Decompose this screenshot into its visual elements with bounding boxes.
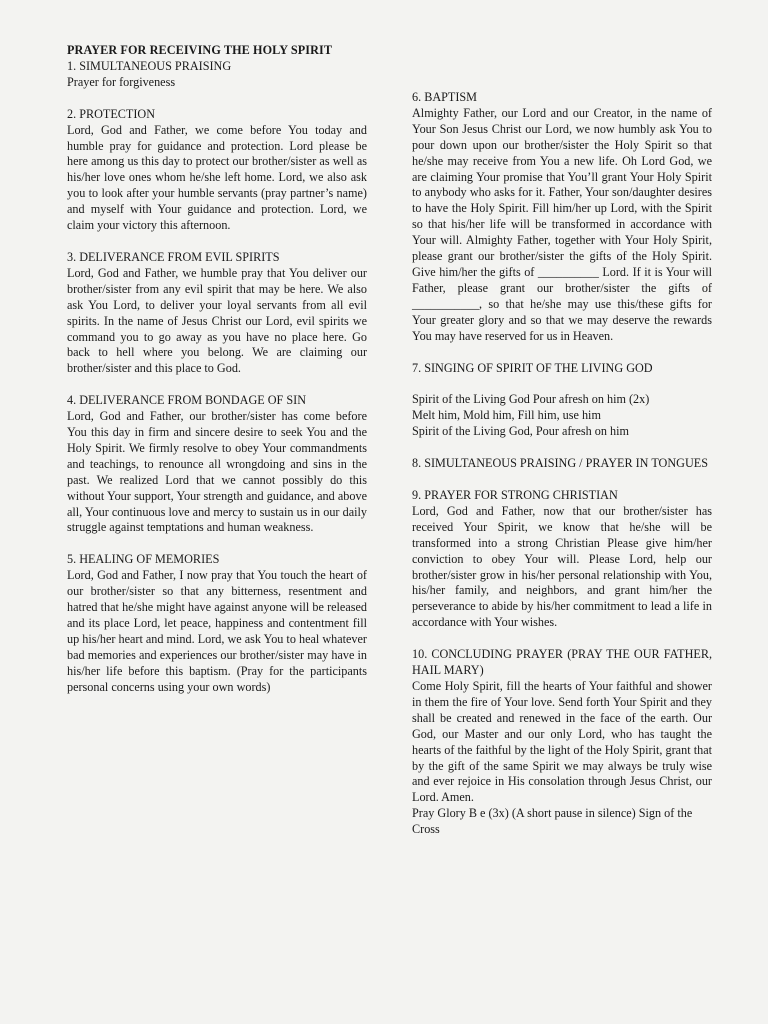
- section-6-body: Almighty Father, our Lord and our Creator, in the name of Your Son Jesus Christ our Lord, we now humbly ask You to pour down upon our brother/sister the Holy Spirit so that he/she may receive from You a new life. Oh Lord God, we are claiming Your promise that You’ll grant Your Holy Spirit to anybody who asks for it. Father, Your son/daughter desires to have the Holy Spirit. Fill him/her up Lord, with the Spirit so that his/her life will be transformed in accordance with Your will. Almighty Father, together with Your Holy Spirit, please grant our brother/sister the gifts of the Holy Spirit. Give him/her the gifts of __________ Lord. If it is Your will Father, please grant our brother/sister the gifts of ___________, so that he/she may use this/these gifts for Your greater glory and so that we may deserve the rewards You may have reserved for us in Heaven.: [412, 105, 712, 343]
- section-3-heading: 3. DELIVERANCE FROM EVIL SPIRITS: [67, 249, 280, 264]
- section-9-heading: 9. PRAYER FOR STRONG CHRISTIAN: [412, 488, 618, 503]
- section-10-closing: Pray Glory B e (3x) (A short pause in silence) Sign of the Cross: [412, 806, 693, 837]
- section-1-heading: 1. SIMULTANEOUS PRAISING: [67, 58, 232, 73]
- song-line-3: Spirit of the Living God, Pour afresh on him: [412, 424, 629, 439]
- section-2-heading: 2. PROTECTION: [67, 106, 156, 121]
- right-column: [412, 0, 712, 838]
- section-10-body: Come Holy Spirit, fill the hearts of Your faithful and shower in them the fire of Your love. Send forth Your Spirit and they shall be created and renewed in the face of the earth. Our God, our Master and our only Lord, who has taught the hearts of the faithful by the light of the Holy Spirit, grant that by the gift of the same Spirit we may always be truly wise and ever rejoice in His consolation through Jesus Christ, our Lord. Amen.: [412, 679, 712, 805]
- section-10-heading: 10. CONCLUDING PRAYER (PRAY THE OUR FATHER, HAIL MARY): [412, 647, 712, 678]
- section-7-heading: 7. SINGING OF SPIRIT OF THE LIVING GOD: [412, 360, 653, 375]
- section-6-heading: 6. BAPTISM: [412, 90, 478, 104]
- document-title: PRAYER FOR RECEIVING THE HOLY SPIRIT: [67, 43, 333, 57]
- section-3-body: Lord, God and Father, we humble pray that You deliver our brother/sister from any evil spirit that may be here. We also ask You Lord, to deliver your loyal servants from all evil spirits. In the name of Jesus Christ our Lord, evil spirits we command you to go away as you have no place here. Go back to hell where you belong. We are claiming our brother/sister and this place to God.: [67, 265, 367, 376]
- left-column: [67, 0, 367, 696]
- song-line-1: Spirit of the Living God Pour afresh on him (2x): [412, 392, 650, 407]
- section-4-body: Lord, God and Father, our brother/sister has come before You this day in firm and sincere desire to seek You and the Holy Spirit. We firmly resolve to obey Your commandments and teachings, to renounce all wrongdoing and sins in the past. We realized Lord that we cannot possibly do this without Your support, Your strength and guidance, and above all, Your continuous love and mercy to sustain us in our daily struggle against temptations and human weakness.: [67, 409, 367, 535]
- section-5-body: Lord, God and Father, I now pray that You touch the heart of our brother/sister so that any bitterness, resentment and hatred that he/she might have against anyone will be released and its place Lord, let peace, happiness and contentment fill up his/her heart and mind. Lord, we ask You to heal whatever bad memories and experiences our brother/sister may have in his/her life before this baptism. (Pray for the participants personal concerns using your own words): [67, 568, 367, 694]
- section-1-subtitle: Prayer for forgiveness: [67, 74, 176, 89]
- song-line-2: Melt him, Mold him, Fill him, use him: [412, 408, 601, 423]
- section-5-heading: 5. HEALING OF MEMORIES: [67, 552, 220, 567]
- section-9-body: Lord, God and Father, now that our brother/sister has received Your Spirit, we know that he/she will be transformed into a strong Christian Please give him/her conviction to obey Your will. Please Lord, help our brother/sister grow in his/her personal relationship with You, his/her family, and neighbors, and grant him/her the perseverance to abide by his/her commitment to lead a life in accordance with Your wishes.: [412, 503, 712, 630]
- section-4-heading: 4. DELIVERANCE FROM BONDAGE OF SIN: [67, 393, 307, 408]
- section-8-heading: 8. SIMULTANEOUS PRAISING / PRAYER IN TONGUES: [412, 456, 708, 471]
- section-2-body: Lord, God and Father, we come before You today and humble pray for guidance and protection. Lord please be here among us this day to protect our brother/sister as well as his/her love ones whom he/she left home. Lord, we also ask you to look after your humble servants (pray partner’s name) and myself with Your guidance and protection. Lord, we claim your victory this afternoon.: [67, 122, 367, 233]
